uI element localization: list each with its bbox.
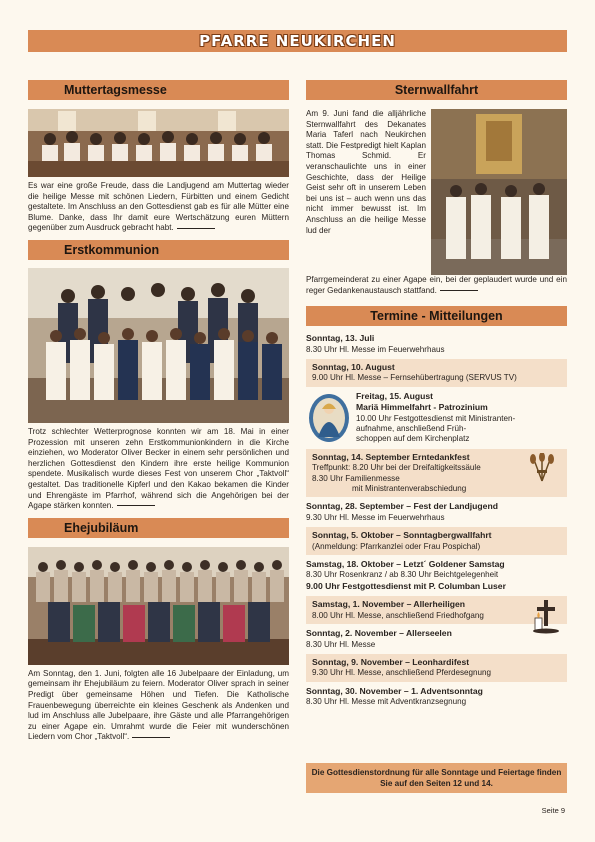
event-title: Sonntag, 30. November – 1. Adventsonntag <box>306 685 483 696</box>
event-line: aufnahme, anschließend Früh- <box>356 424 467 434</box>
event-line: schoppen auf dem Kirchenplatz <box>356 434 470 444</box>
event-title: Sonntag, 10. August <box>312 362 395 372</box>
event-line: 8.30 Uhr Hl. Messe mit Adventkranzsegnung <box>306 697 467 707</box>
event-item <box>306 628 567 654</box>
ehejubilaeum-heading: Ehejubiläum <box>28 518 289 538</box>
candle-cross-icon <box>531 598 561 634</box>
event-title: Sonntag, 28. September – Fest der Landjugend <box>306 501 498 512</box>
ehejubilaeum-text: Am Sonntag, den 1. Juni, folgten alle 16 Jubelpaare der Einladung, um gemeinsam ihr Ehejubiläum zu feiern. Moderator Oliver sprach in seiner Predigt über gemeinsame Höhen und Tiefen. Die Katholische Frauenbewegung überreichte ein kleines Geschenk als Andenken und lud im Anschluss alle Jubelpaare, ihre Gäste und alle Pfarrangehörigen zu einer Agape ein. Umrahmt wurde die Feier mit wunderschönen Liedern vom Chor „Taktvoll“. <box>28 668 289 742</box>
event-line: 8.30 Uhr Familienmesse <box>312 473 400 483</box>
end-rule <box>177 228 215 229</box>
sternwallfahrt-section <box>306 109 567 275</box>
event-item <box>306 391 567 449</box>
event-item <box>306 686 567 712</box>
event-line: 8.30 Uhr Hl. Messe im Feuerwehrhaus <box>306 344 445 354</box>
event-line: mit Ministrantenverabschiedung <box>352 484 467 494</box>
event-subtitle: Mariä Himmelfahrt - Patrozinium <box>356 402 488 413</box>
event-line: 9.00 Uhr Hl. Messe – Fernsehübertragung (SERVUS TV) <box>312 373 517 383</box>
event-title: Sonntag, 13. Juli <box>306 333 375 344</box>
erstkommunion-photo <box>28 268 289 423</box>
event-item <box>306 449 567 498</box>
event-title: Freitag, 15. August <box>356 390 434 401</box>
event-title: Sonntag, 14. September Erntedankfest <box>312 451 470 462</box>
madonna-icon <box>308 393 350 443</box>
left-column <box>28 80 289 743</box>
right-column <box>306 80 567 712</box>
muttertag-photo <box>28 109 289 177</box>
event-item <box>306 359 567 387</box>
wheat-sheaf-icon <box>525 453 559 483</box>
muttertag-heading: Muttertagsmesse <box>28 80 289 100</box>
event-line: 9.00 Uhr Festgottesdienst mit P. Columban Luser <box>306 580 506 591</box>
ehejubilaeum-photo <box>28 547 289 665</box>
end-rule <box>132 737 170 738</box>
event-title: Sonntag, 2. November – Allerseelen <box>306 628 452 639</box>
erstkommunion-text: Trotz schlechter Wetterprognose konnten wir am 18. Mai in einer Prozession mit unseren zehn Erstkommunionkindern in die Kirche einziehen, wo Moderator Oliver Becker in einem sehr persönlichen und herzlichen Gottesdienst den Kindern ihre erste heilige Kommunion spendete. Musikalisch wurde dieses Fest von unserem Chor „Taktvoll“ gestaltet. Das traditionelle Kipferl und den Kakao bekamen die Kinder und Ehrengäste im Pfarrhof, während sich die Angehörigen bei der Agape stärken konnten. <box>28 426 289 511</box>
event-item <box>306 559 567 596</box>
event-item <box>306 501 567 527</box>
end-rule <box>117 505 155 506</box>
event-item <box>306 333 567 359</box>
event-line: (Anmeldung: Pfarrkanzlei oder Frau Pospichal) <box>312 541 481 551</box>
event-line: 10.00 Uhr Festgottesdienst mit Ministranten- <box>356 413 516 423</box>
event-line: 9.30 Uhr Hl. Messe, anschließend Pferdesegnung <box>312 668 492 678</box>
event-line: 9.30 Uhr Hl. Messe im Feuerwehrhaus <box>306 512 445 522</box>
sternwallfahrt-text-continued: Pfarrgemeinderat zu einer Agape ein, bei der geplaudert wurde und ein reger Gedankenaustausch stattfand. <box>306 275 567 295</box>
schedule-note: Die Gottesdienstordnung für alle Sonntage und Feiertage finden Sie auf den Seiten 12 und 14. <box>306 763 567 793</box>
event-title: Sonntag, 5. Oktober – Sonntagbergwallfahrt <box>312 530 492 541</box>
event-line: 8.30 Uhr Rosenkranz / ab 8.30 Uhr Beichtgelegenheit <box>306 570 499 580</box>
sternwallfahrt-heading: Sternwallfahrt <box>306 80 567 100</box>
end-rule <box>440 290 478 291</box>
page-number: Seite 9 <box>541 806 565 815</box>
page-banner <box>28 30 567 52</box>
banner-title: PFARRE NEUKIRCHEN <box>199 32 396 50</box>
event-item <box>306 527 567 555</box>
erstkommunion-heading: Erstkommunion <box>28 240 289 260</box>
sternwallfahrt-text: Am 9. Juni fand die alljährliche Sternwallfahrt des Dekanates Maria Taferl nach Neukirchen statt. Die Festpredigt hielt Kaplan Thomas Schmid. Er veranschaulichte uns in einer Geschichte, dass der Heilige Geist sehr oft in unserem Leben bei uns ist – auch wenn uns das nicht immer bewusst ist. Im Anschluss an die heilige Messe lud der <box>306 109 426 235</box>
muttertag-text: Es war eine große Freude, dass die Landjugend am Muttertag wieder die heilige Messe mit schönen Liedern, Fürbitten und einem Gedicht gestaltete. Im Anschluss an den Gottesdienst gab es für alle Mütter eine Blume. Danke, dass Ihr damit eure Wertschätzung euren Müttern gegenüber zum Ausdruck gebracht habt. <box>28 181 289 233</box>
event-title: Samstag, 1. November – Allerheiligen <box>312 599 465 610</box>
event-title: Samstag, 18. Oktober – Letzt´ Goldener Samstag <box>306 559 505 570</box>
sternwallfahrt-photo <box>431 109 567 275</box>
events-list <box>306 333 567 711</box>
event-line: Treffpunkt: 8.20 Uhr bei der Dreifaltigkeitssäule <box>312 463 481 473</box>
event-item <box>306 596 567 624</box>
event-line: 8.30 Uhr Hl. Messe <box>306 639 376 649</box>
event-line: 8.00 Uhr Hl. Messe, anschließend Friedhofgang <box>312 610 484 620</box>
event-item <box>306 654 567 682</box>
event-title: Sonntag, 9. November – Leonhardifest <box>312 656 470 667</box>
termine-heading: Termine - Mitteilungen <box>306 306 567 326</box>
